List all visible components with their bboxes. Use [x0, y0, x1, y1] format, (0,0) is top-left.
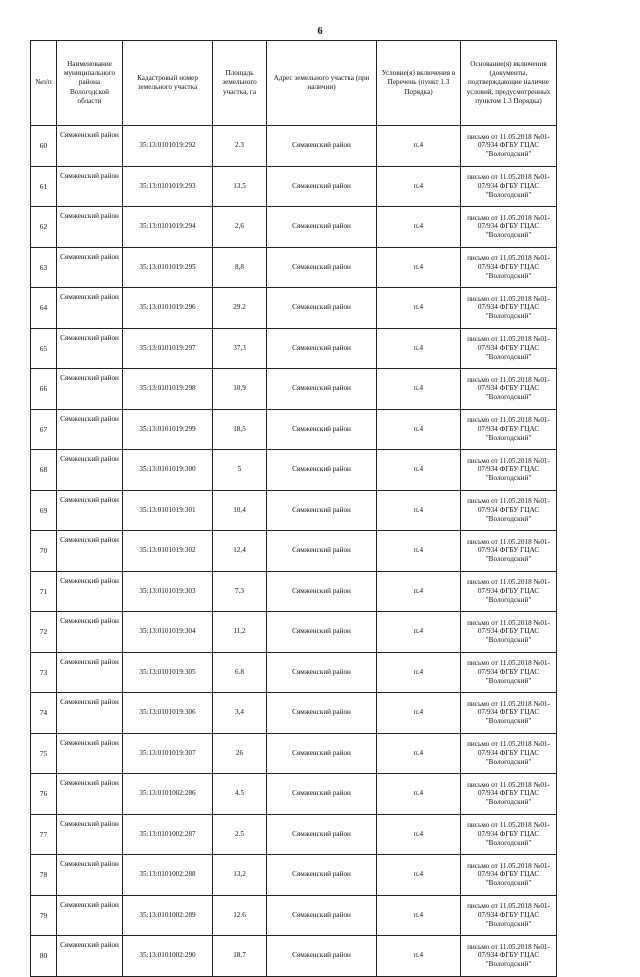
cell-address: Сямженский район — [267, 936, 377, 977]
table-header-row — [31, 41, 557, 126]
table-row — [31, 166, 557, 207]
cell-address: Сямженский район — [267, 490, 377, 531]
table-row — [31, 207, 557, 248]
cell-num: 62 — [31, 207, 57, 248]
cell-basis: письмо от 11.05.2018 №01-07/934 ФГБУ ГЦАС "Вологодский" — [461, 936, 557, 977]
cell-condition: п.4 — [377, 207, 461, 248]
cell-condition: п.4 — [377, 531, 461, 572]
cell-address: Сямженский район — [267, 207, 377, 248]
cell-cadastral: 35:13:0101019:294 — [123, 207, 213, 248]
cell-address: Сямженский район — [267, 369, 377, 410]
header-num: №п/п — [31, 41, 57, 126]
cell-area: 3,4 — [213, 693, 267, 734]
cell-condition: п.4 — [377, 490, 461, 531]
cell-area: 10,4 — [213, 490, 267, 531]
cell-district: Сямженский район — [57, 207, 123, 248]
cell-district: Сямженский район — [57, 571, 123, 612]
table-row — [31, 328, 557, 369]
cell-address: Сямженский район — [267, 247, 377, 288]
cell-area: 29.2 — [213, 288, 267, 329]
table-row — [31, 247, 557, 288]
cell-cadastral: 35:13:0101002:287 — [123, 814, 213, 855]
cell-cadastral: 35:13:0101019:303 — [123, 571, 213, 612]
page-number: 6 — [317, 26, 323, 37]
cell-address: Сямженский район — [267, 409, 377, 450]
cell-condition: п.4 — [377, 166, 461, 207]
cell-cadastral: 35:13:0101019:307 — [123, 733, 213, 774]
cell-area: 2,6 — [213, 207, 267, 248]
cell-address: Сямженский район — [267, 450, 377, 491]
cell-condition: п.4 — [377, 247, 461, 288]
cell-address: Сямженский район — [267, 652, 377, 693]
cell-num: 66 — [31, 369, 57, 410]
cell-condition: п.4 — [377, 774, 461, 815]
cell-num: 77 — [31, 814, 57, 855]
cell-num: 71 — [31, 571, 57, 612]
cell-basis: письмо от 11.05.2018 №01-07/934 ФГБУ ГЦАС "Вологодский" — [461, 571, 557, 612]
cell-condition: п.4 — [377, 936, 461, 977]
cell-address: Сямженский район — [267, 571, 377, 612]
cell-condition: п.4 — [377, 328, 461, 369]
table-row — [31, 693, 557, 734]
table-row — [31, 490, 557, 531]
cell-area: 4.5 — [213, 774, 267, 815]
cell-district: Сямженский район — [57, 369, 123, 410]
cell-district: Сямженский район — [57, 774, 123, 815]
header-cadastral: Кадастровый номер земельного участка — [123, 41, 213, 126]
cell-address: Сямженский район — [267, 733, 377, 774]
cell-district: Сямженский район — [57, 936, 123, 977]
cell-condition: п.4 — [377, 126, 461, 167]
table-row — [31, 652, 557, 693]
cell-district: Сямженский район — [57, 733, 123, 774]
cell-cadastral: 35:13:0101019:293 — [123, 166, 213, 207]
cell-condition: п.4 — [377, 409, 461, 450]
cell-district: Сямженский район — [57, 450, 123, 491]
cell-address: Сямженский район — [267, 166, 377, 207]
cell-address: Сямженский район — [267, 612, 377, 653]
cell-cadastral: 35:13:0101002:290 — [123, 936, 213, 977]
cell-basis: письмо от 11.05.2018 №01-07/934 ФГБУ ГЦАС "Вологодский" — [461, 409, 557, 450]
cell-area: 13.5 — [213, 166, 267, 207]
cell-basis: письмо от 11.05.2018 №01-07/934 ФГБУ ГЦАС "Вологодский" — [461, 774, 557, 815]
cell-cadastral: 35:13:0101002:286 — [123, 774, 213, 815]
cell-address: Сямженский район — [267, 288, 377, 329]
table-row — [31, 288, 557, 329]
cell-district: Сямженский район — [57, 612, 123, 653]
cell-cadastral: 35:13:0101019:302 — [123, 531, 213, 572]
cell-area: 7.3 — [213, 571, 267, 612]
cell-num: 70 — [31, 531, 57, 572]
cell-address: Сямженский район — [267, 895, 377, 936]
cell-condition: п.4 — [377, 895, 461, 936]
cell-basis: письмо от 11.05.2018 №01-07/934 ФГБУ ГЦАС "Вологодский" — [461, 814, 557, 855]
cell-basis: письмо от 11.05.2018 №01-07/934 ФГБУ ГЦАС "Вологодский" — [461, 531, 557, 572]
cell-cadastral: 35:13:0101019:300 — [123, 450, 213, 491]
cell-cadastral: 35:13:0101002:289 — [123, 895, 213, 936]
cell-num: 78 — [31, 855, 57, 896]
cell-num: 60 — [31, 126, 57, 167]
cell-num: 63 — [31, 247, 57, 288]
cell-basis: письмо от 11.05.2018 №01-07/934 ФГБУ ГЦАС "Вологодский" — [461, 733, 557, 774]
cell-district: Сямженский район — [57, 531, 123, 572]
cell-address: Сямженский район — [267, 774, 377, 815]
cell-area: 12,4 — [213, 531, 267, 572]
cell-num: 76 — [31, 774, 57, 815]
cell-basis: письмо от 11.05.2018 №01-07/934 ФГБУ ГЦАС "Вологодский" — [461, 288, 557, 329]
cell-area: 8,8 — [213, 247, 267, 288]
cell-basis: письмо от 11.05.2018 №01-07/934 ФГБУ ГЦАС "Вологодский" — [461, 855, 557, 896]
cell-address: Сямженский район — [267, 814, 377, 855]
cell-cadastral: 35:13:0101019:304 — [123, 612, 213, 653]
cell-district: Сямженский район — [57, 126, 123, 167]
table-row — [31, 855, 557, 896]
table-row — [31, 895, 557, 936]
cell-area: 5 — [213, 450, 267, 491]
cell-area: 11,2 — [213, 612, 267, 653]
cell-condition: п.4 — [377, 288, 461, 329]
cell-condition: п.4 — [377, 733, 461, 774]
cell-district: Сямженский район — [57, 652, 123, 693]
cell-area: 2.5 — [213, 814, 267, 855]
cell-area: 13,2 — [213, 855, 267, 896]
cell-basis: письмо от 11.05.2018 №01-07/934 ФГБУ ГЦАС "Вологодский" — [461, 328, 557, 369]
cell-area: 37,3 — [213, 328, 267, 369]
land-plots-table — [30, 40, 557, 977]
cell-basis: письмо от 11.05.2018 №01-07/934 ФГБУ ГЦАС "Вологодский" — [461, 612, 557, 653]
cell-area: 6.8 — [213, 652, 267, 693]
cell-num: 79 — [31, 895, 57, 936]
cell-area: 18,5 — [213, 409, 267, 450]
header-address: Адрес земельного участка (при наличии) — [267, 41, 377, 126]
table-row — [31, 126, 557, 167]
cell-condition: п.4 — [377, 369, 461, 410]
table-row — [31, 814, 557, 855]
cell-district: Сямженский район — [57, 288, 123, 329]
table-row — [31, 612, 557, 653]
cell-num: 67 — [31, 409, 57, 450]
cell-num: 80 — [31, 936, 57, 977]
cell-cadastral: 35:13:0101019:305 — [123, 652, 213, 693]
cell-district: Сямженский район — [57, 693, 123, 734]
cell-area: 2.3 — [213, 126, 267, 167]
cell-num: 61 — [31, 166, 57, 207]
cell-num: 69 — [31, 490, 57, 531]
cell-district: Сямженский район — [57, 814, 123, 855]
table-row — [31, 571, 557, 612]
header-area: Площадь земельного участка, га — [213, 41, 267, 126]
cell-basis: письмо от 11.05.2018 №01-07/934 ФГБУ ГЦАС "Вологодский" — [461, 490, 557, 531]
cell-address: Сямженский район — [267, 328, 377, 369]
cell-address: Сямженский район — [267, 855, 377, 896]
cell-condition: п.4 — [377, 855, 461, 896]
header-basis: Основание(я) включения (документы, подтверждающие наличие условий, предусмотренных пунктом 1.3 Порядка) — [461, 41, 557, 126]
header-condition: Условие(я) включения в Перечень (пункт 1.3 Порядка) — [377, 41, 461, 126]
cell-cadastral: 35:13:0101019:297 — [123, 328, 213, 369]
cell-cadastral: 35:13:0101019:292 — [123, 126, 213, 167]
cell-district: Сямженский район — [57, 328, 123, 369]
cell-condition: п.4 — [377, 652, 461, 693]
cell-num: 73 — [31, 652, 57, 693]
cell-basis: письмо от 11.05.2018 №01-07/934 ФГБУ ГЦАС "Вологодский" — [461, 450, 557, 491]
table-row — [31, 733, 557, 774]
cell-cadastral: 35:13:0101019:301 — [123, 490, 213, 531]
cell-address: Сямженский район — [267, 693, 377, 734]
cell-cadastral: 35:13:0101019:306 — [123, 693, 213, 734]
cell-address: Сямженский район — [267, 126, 377, 167]
cell-district: Сямженский район — [57, 409, 123, 450]
cell-district: Сямженский район — [57, 490, 123, 531]
cell-condition: п.4 — [377, 571, 461, 612]
table-row — [31, 774, 557, 815]
table-row — [31, 936, 557, 977]
cell-condition: п.4 — [377, 693, 461, 734]
table-row — [31, 531, 557, 572]
cell-basis: письмо от 11.05.2018 №01-07/934 ФГБУ ГЦАС "Вологодский" — [461, 895, 557, 936]
cell-cadastral: 35:13:0101019:298 — [123, 369, 213, 410]
cell-num: 75 — [31, 733, 57, 774]
cell-cadastral: 35:13:0101019:296 — [123, 288, 213, 329]
cell-area: 18,7 — [213, 936, 267, 977]
cell-district: Сямженский район — [57, 895, 123, 936]
cell-basis: письмо от 11.05.2018 №01-07/934 ФГБУ ГЦАС "Вологодский" — [461, 369, 557, 410]
cell-num: 74 — [31, 693, 57, 734]
cell-address: Сямженский район — [267, 531, 377, 572]
cell-num: 68 — [31, 450, 57, 491]
cell-basis: письмо от 11.05.2018 №01-07/934 ФГБУ ГЦАС "Вологодский" — [461, 126, 557, 167]
cell-num: 64 — [31, 288, 57, 329]
cell-district: Сямженский район — [57, 855, 123, 896]
cell-basis: письмо от 11.05.2018 №01-07/934 ФГБУ ГЦАС "Вологодский" — [461, 166, 557, 207]
cell-area: 12.6 — [213, 895, 267, 936]
cell-basis: письмо от 11.05.2018 №01-07/934 ФГБУ ГЦАС "Вологодский" — [461, 693, 557, 734]
cell-condition: п.4 — [377, 450, 461, 491]
cell-district: Сямженский район — [57, 166, 123, 207]
cell-basis: письмо от 11.05.2018 №01-07/934 ФГБУ ГЦАС "Вологодский" — [461, 652, 557, 693]
table-row — [31, 409, 557, 450]
cell-area: 26 — [213, 733, 267, 774]
cell-num: 72 — [31, 612, 57, 653]
header-district: Наименование муниципального района Вологодской области — [57, 41, 123, 126]
cell-num: 65 — [31, 328, 57, 369]
cell-condition: п.4 — [377, 814, 461, 855]
cell-cadastral: 35:13:0101019:299 — [123, 409, 213, 450]
cell-area: 10,9 — [213, 369, 267, 410]
cell-condition: п.4 — [377, 612, 461, 653]
cell-district: Сямженский район — [57, 247, 123, 288]
table-row — [31, 369, 557, 410]
cell-basis: письмо от 11.05.2018 №01-07/934 ФГБУ ГЦАС "Вологодский" — [461, 247, 557, 288]
table-row — [31, 450, 557, 491]
cell-basis: письмо от 11.05.2018 №01-07/934 ФГБУ ГЦАС "Вологодский" — [461, 207, 557, 248]
cell-cadastral: 35:13:0101002:288 — [123, 855, 213, 896]
cell-cadastral: 35:13:0101019:295 — [123, 247, 213, 288]
